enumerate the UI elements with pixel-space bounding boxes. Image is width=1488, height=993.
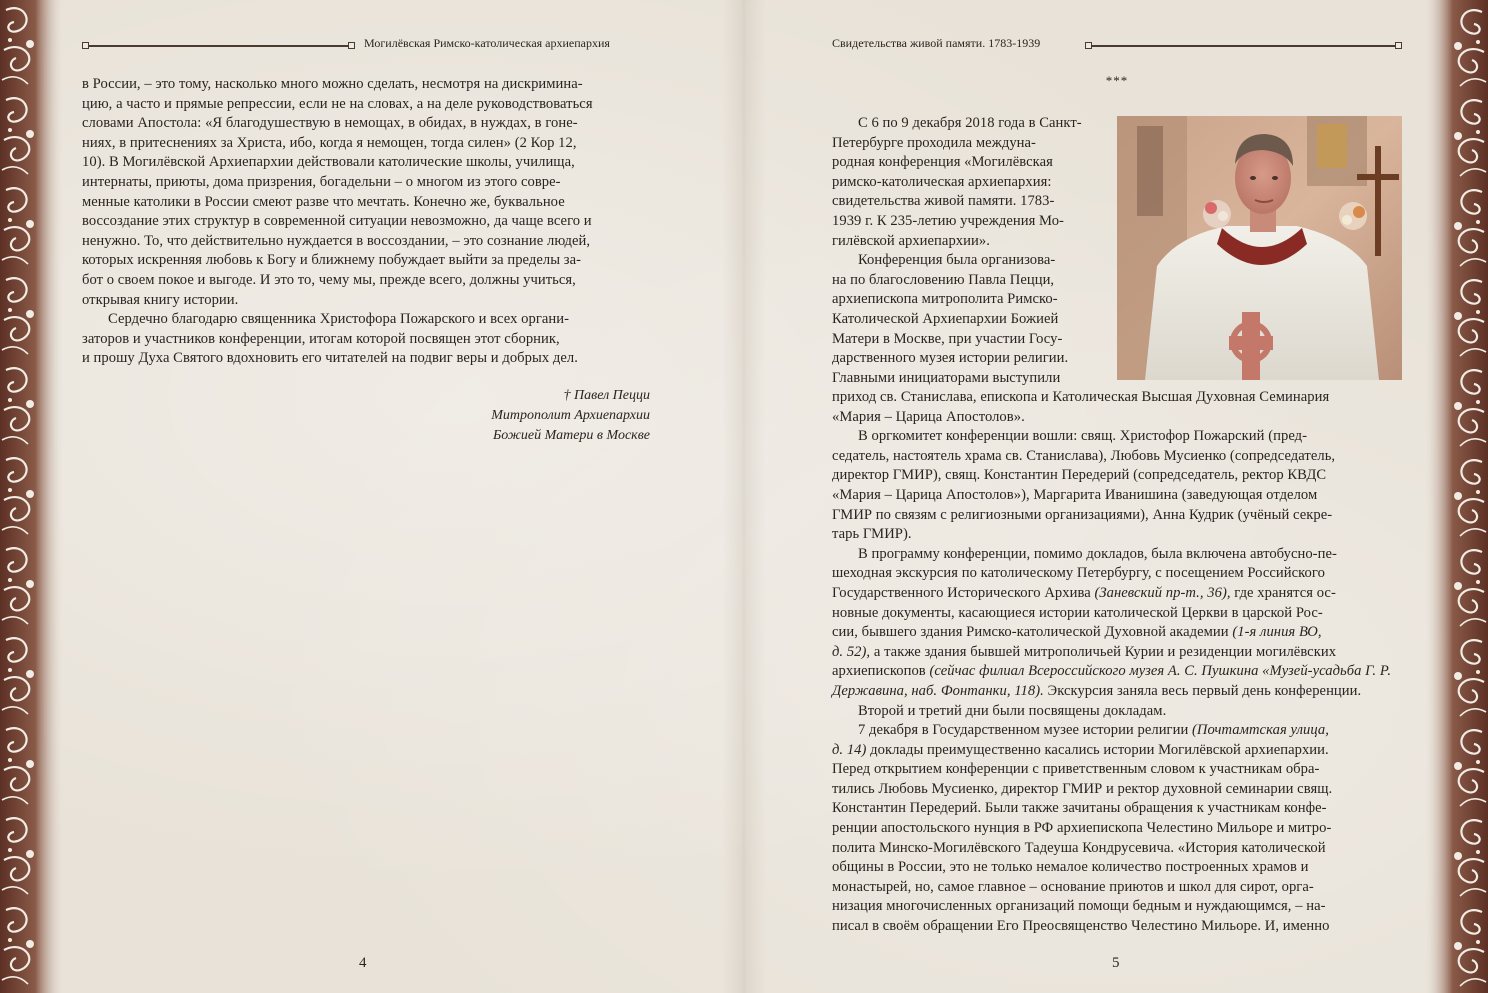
text-line: В программу конференции, помимо докладов, была включена автобусно-пе- (858, 545, 1337, 562)
header-rule (89, 45, 350, 47)
text-line: писал в своём обращении Его Преосвященство Челестино Мильоре. И, именно (832, 918, 1330, 935)
right-body-text (832, 388, 1402, 937)
left-header-title: Могилёвская Римско-католическая архиепархия (364, 36, 610, 50)
text-line: Конференция была организова- (858, 252, 1056, 269)
text-line: Константин Передерий. Были также зачитаны обращения к участникам конфе- (832, 800, 1327, 817)
text-line: Второй и третий дни были посвящены докладам. (858, 702, 1167, 719)
address-italic: (сейчас филиал Всероссийского музея А. С. Пушкина «Музей-усадьба Г. Р. (929, 663, 1392, 680)
text-line: монастырей, но, самое главное – основание приютов и школ для сирот, орга- (832, 878, 1314, 895)
text-span: архиепископов (832, 663, 926, 680)
header-square-ornament (1085, 42, 1092, 49)
text-line: менные католики в России смеют разве что мечтать. Конечно же, буквальное (82, 193, 565, 210)
left-running-header (82, 36, 650, 54)
text-line: интернаты, приюты, дома призрения, богадельни – о многом из этого совре- (82, 173, 561, 190)
text-line: полита Минско-Могилёвского Тадеуша Кондрусевича. «История католической (832, 839, 1326, 856)
text-line (832, 584, 1402, 604)
signature-name: † Павел Пецци (563, 388, 650, 403)
text-line (832, 662, 1402, 682)
priest-portrait-photo (1117, 116, 1402, 380)
text-span: Государственного Исторического Архива (832, 584, 1091, 601)
signature-diocese: Божией Матери в Москве (492, 428, 650, 443)
text-line: ниях, в притеснениях за Христа, ибо, когда я немощен, тогда силен» (2 Кор 12, (82, 134, 577, 151)
text-line (832, 623, 1402, 643)
text-line: общины в России, это не только немалое количество построенных храмов и (832, 859, 1309, 876)
right-wrapped-text (832, 114, 1106, 388)
text-line: в России, – это тому, насколько много можно сделать, несмотря на дискримина- (82, 76, 583, 92)
text-line: ренции апостольского нунция в РФ архиепископа Челестино Мильоре и митро- (832, 820, 1332, 837)
text-line: которых искренняя любовь к Богу и ближнему побуждает выйти за пределы за- (82, 252, 582, 269)
text-line: Сердечно благодарю священника Христофора Пожарского и всех органи- (108, 311, 570, 328)
right-page-number: 5 (1112, 955, 1120, 971)
header-rule (1092, 45, 1396, 47)
text-line: приход св. Станислава, епископа и Католическая Высшая Духовная Семинария (832, 389, 1330, 405)
text-line: тарь ГМИР). (832, 526, 912, 543)
text-line: «Мария – Царица Апостолов»), Маргарита Иванишина (заведующая отделом (832, 486, 1318, 503)
text-line: В оргкомитет конференции вошли: свящ. Христофор Пожарский (пред- (858, 428, 1308, 445)
header-square-ornament (1395, 42, 1402, 49)
text-line (832, 682, 1402, 702)
left-floral-border (0, 0, 64, 993)
text-line (832, 721, 1402, 741)
left-page-number: 4 (359, 955, 367, 971)
text-line: гилёвской архиепархии». (832, 232, 990, 249)
text-line: С 6 по 9 декабря 2018 года в Санкт- (858, 115, 1082, 131)
right-header-title: Свидетельства живой памяти. 1783-1939 (832, 36, 1041, 50)
right-floral-border (1424, 0, 1488, 993)
address-italic: д. 14) (832, 741, 867, 758)
text-line: шеходная экскурсия по католическому Петербургу, с посещением Российского (832, 565, 1325, 582)
text-line: Католической Архиепархии Божией (832, 310, 1059, 327)
section-separator: *** (1105, 73, 1129, 88)
address-italic: (1-я линия ВО, (1232, 624, 1322, 641)
address-italic: д. 52), (832, 643, 871, 660)
text-line: ненужно. То, что действительно нуждается в воссоздании, – это сознание людей, (82, 232, 591, 249)
text-span: 7 декабря в Государственном музее истории религии (858, 722, 1189, 739)
address-italic: (Заневский пр-т., 36), (1094, 584, 1231, 601)
text-line: Петербурге проходила междуна- (832, 134, 1036, 151)
text-line: низация многочисленных организаций помощи бедным и нуждающимся, – на- (832, 898, 1326, 915)
right-page (832, 0, 1402, 993)
text-line: директор ГМИР), свящ. Константин Передерий (сопредседатель, ректор КВДС (832, 467, 1327, 484)
text-line: 1939 г. К 235-летию учреждения Мо- (832, 212, 1064, 229)
text-line: словами Апостола: «Я благодушествую в немощах, в обидах, в нуждах, в гоне- (82, 115, 578, 132)
text-span: Экскурсия заняла весь первый день конференции. (1047, 682, 1362, 699)
text-line: бот о своем покое и выгоде. И это то, чему мы, прежде всего, должны учиться, (82, 271, 576, 288)
text-line: свидетельства живой памяти. 1783- (832, 193, 1055, 210)
text-span: доклады преимущественно касались истории Могилёвской архиепархии. (870, 741, 1329, 758)
text-span: где хранятся ос- (1234, 584, 1336, 601)
text-line: на по благословению Павла Пецци, (832, 271, 1055, 288)
text-line: 10). В Могилёвской Архиепархии действовали католические школы, училища, (82, 154, 575, 171)
left-body-text (82, 75, 650, 369)
text-line: открывая книгу истории. (82, 291, 239, 308)
text-line: «Мария – Царица Апостолов». (832, 408, 1025, 425)
text-line: тились Любовь Мусиенко, директор ГМИР и ректор духовной семинарии свящ. (832, 780, 1333, 797)
text-line: новные документы, касающиеся истории католической Церкви в царской Рос- (832, 604, 1323, 621)
text-line (832, 741, 1402, 761)
signature-block (491, 386, 650, 446)
header-square-ornament (82, 42, 89, 49)
text-span: сии, бывшего здания Римско-католической Духовной академии (832, 624, 1229, 641)
address-italic: (Почтамтская улица, (1192, 722, 1329, 739)
book-gutter (722, 0, 766, 993)
text-line: Перед открытием конференции с приветственным словом к участникам обра- (832, 761, 1320, 778)
text-line: цию, а часто и прямые репрессии, если не на словах, а на деле руководствоваться (82, 95, 593, 112)
text-line: заторов и участников конференции, итогам которой посвящен этот сборник, (82, 330, 560, 347)
text-line: архиепископа митрополита Римско- (832, 291, 1058, 308)
text-span: а также здания бывшей митрополичьей Курии и резиденции могилёвских (873, 643, 1337, 660)
left-page (82, 0, 650, 993)
text-line: римско-католическая архиепархия: (832, 173, 1052, 190)
text-line: Матери в Москве, при участии Госу- (832, 330, 1063, 347)
text-line: и прошу Духа Святого вдохновить его читателей на подвиг веры и добрых дел. (82, 350, 578, 367)
text-line: дарственного музея истории религии. (832, 350, 1069, 367)
signature-title: Митрополит Архиепархии (491, 408, 650, 423)
text-line: Главными инициаторами выступили (832, 369, 1061, 386)
text-line: родная конференция «Могилёвская (832, 154, 1053, 171)
right-running-header (832, 36, 1402, 54)
text-line: седатель, настоятель храма св. Станислава), Любовь Мусиенко (сопредседатель, (832, 447, 1336, 464)
text-line (832, 643, 1402, 663)
text-line: ГМИР по связям с религиозными организациями), Анна Кудрик (учёный секре- (832, 506, 1333, 523)
address-italic: Державина, наб. Фонтанки, 118). (832, 682, 1044, 699)
text-line: воссоздание этих структур в современной ситуации невозможно, да чаще всего и (82, 213, 592, 230)
header-square-ornament (348, 42, 355, 49)
